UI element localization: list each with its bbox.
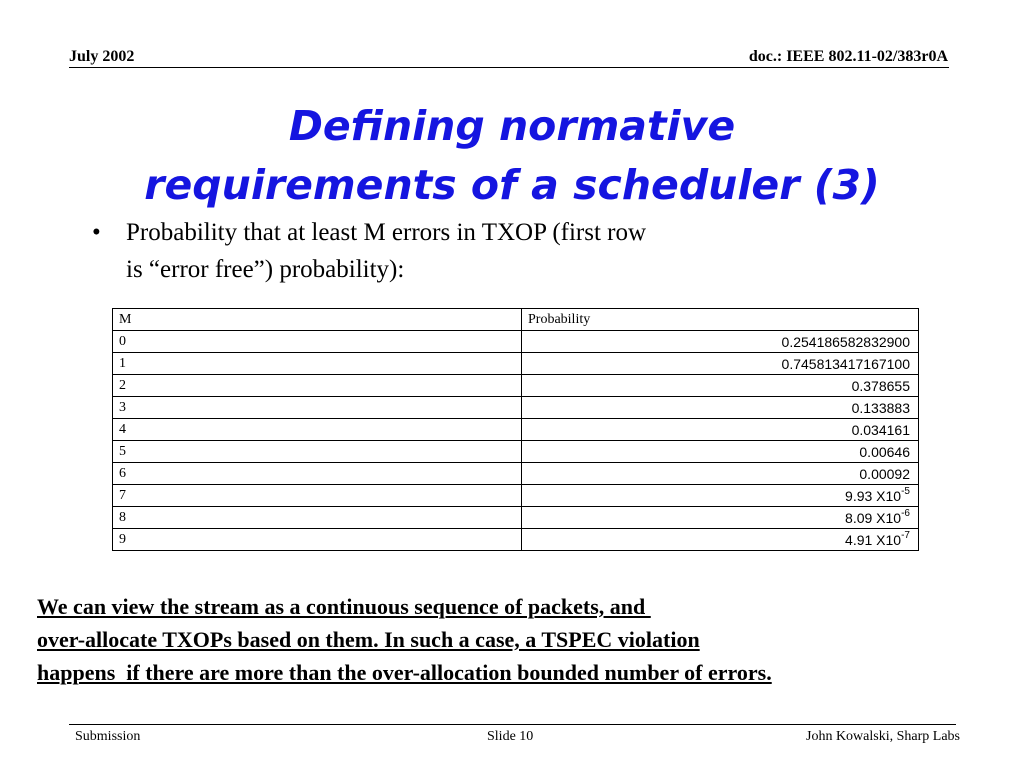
column-header-probability: Probability bbox=[522, 309, 919, 331]
header-doc-id: doc.: IEEE 802.11-02/383r0A bbox=[748, 48, 948, 65]
probability-exponent: -5 bbox=[901, 485, 910, 497]
column-header-m: M bbox=[113, 309, 522, 331]
table-row bbox=[113, 529, 919, 551]
probability-value bbox=[522, 485, 919, 507]
bullet-text-line-1: Probability that at least M errors in TXOP (first row bbox=[126, 219, 647, 246]
bullet-text bbox=[126, 214, 896, 288]
table-row bbox=[113, 441, 919, 463]
m-value: 9 bbox=[113, 529, 522, 551]
probability-value bbox=[522, 397, 919, 419]
bullet-text-line-2: is “error free”) probability): bbox=[126, 256, 405, 283]
header-date: July 2002 bbox=[69, 48, 135, 65]
probability-mantissa: 0.745813417167100 bbox=[781, 355, 910, 372]
table-row bbox=[113, 419, 919, 441]
table-row bbox=[113, 397, 919, 419]
slide-title-line-1: Defining normative bbox=[288, 102, 736, 150]
probability-mantissa: 0.034161 bbox=[851, 421, 910, 438]
table-header-row bbox=[113, 309, 919, 331]
footer-author: John Kowalski, Sharp Labs bbox=[806, 729, 960, 744]
conclusion-line-1: We can view the stream as a continuous sequence of packets, and bbox=[37, 594, 651, 619]
m-value: 3 bbox=[113, 397, 522, 419]
probability-value bbox=[522, 507, 919, 529]
footer-divider bbox=[69, 724, 956, 725]
header-divider bbox=[69, 67, 949, 68]
m-value: 2 bbox=[113, 375, 522, 397]
table-row bbox=[113, 507, 919, 529]
probability-mantissa: 0.378655 bbox=[851, 377, 910, 394]
table-row bbox=[113, 375, 919, 397]
probability-table bbox=[112, 308, 919, 551]
slide-title-line-2: requirements of a scheduler (3) bbox=[144, 161, 880, 209]
conclusion-line-3: happens if there are more than the over-allocation bounded number of errors. bbox=[37, 660, 772, 685]
m-value: 4 bbox=[113, 419, 522, 441]
probability-mantissa: 0.00646 bbox=[859, 443, 910, 460]
table-row bbox=[113, 463, 919, 485]
footer-submission: Submission bbox=[75, 729, 141, 744]
m-value: 1 bbox=[113, 353, 522, 375]
probability-value bbox=[522, 419, 919, 441]
probability-mantissa: 4.91 X10 bbox=[845, 531, 902, 548]
probability-value bbox=[522, 375, 919, 397]
conclusion-line-2: over-allocate TXOPs based on them. In such a case, a TSPEC violation bbox=[37, 627, 700, 652]
m-value: 0 bbox=[113, 331, 522, 353]
probability-exponent: -6 bbox=[901, 507, 910, 519]
probability-value bbox=[522, 463, 919, 485]
footer-slide-number: Slide 10 bbox=[487, 729, 534, 744]
m-value: 8 bbox=[113, 507, 522, 529]
probability-value bbox=[522, 441, 919, 463]
table-row bbox=[113, 485, 919, 507]
m-value: 7 bbox=[113, 485, 522, 507]
probability-exponent: -7 bbox=[901, 529, 910, 541]
probability-mantissa: 9.93 X10 bbox=[845, 487, 902, 504]
probability-value bbox=[522, 529, 919, 551]
m-value: 5 bbox=[113, 441, 522, 463]
table-row bbox=[113, 331, 919, 353]
slide-title bbox=[0, 97, 1024, 215]
probability-value bbox=[522, 353, 919, 375]
probability-value bbox=[522, 331, 919, 353]
m-value: 6 bbox=[113, 463, 522, 485]
probability-mantissa: 0.133883 bbox=[851, 399, 910, 416]
probability-mantissa: 8.09 X10 bbox=[845, 509, 902, 526]
conclusion-text bbox=[37, 590, 997, 689]
bullet-icon: • bbox=[92, 219, 101, 246]
table-row bbox=[113, 353, 919, 375]
probability-mantissa: 0.254186582832900 bbox=[781, 333, 910, 350]
probability-mantissa: 0.00092 bbox=[859, 465, 910, 482]
